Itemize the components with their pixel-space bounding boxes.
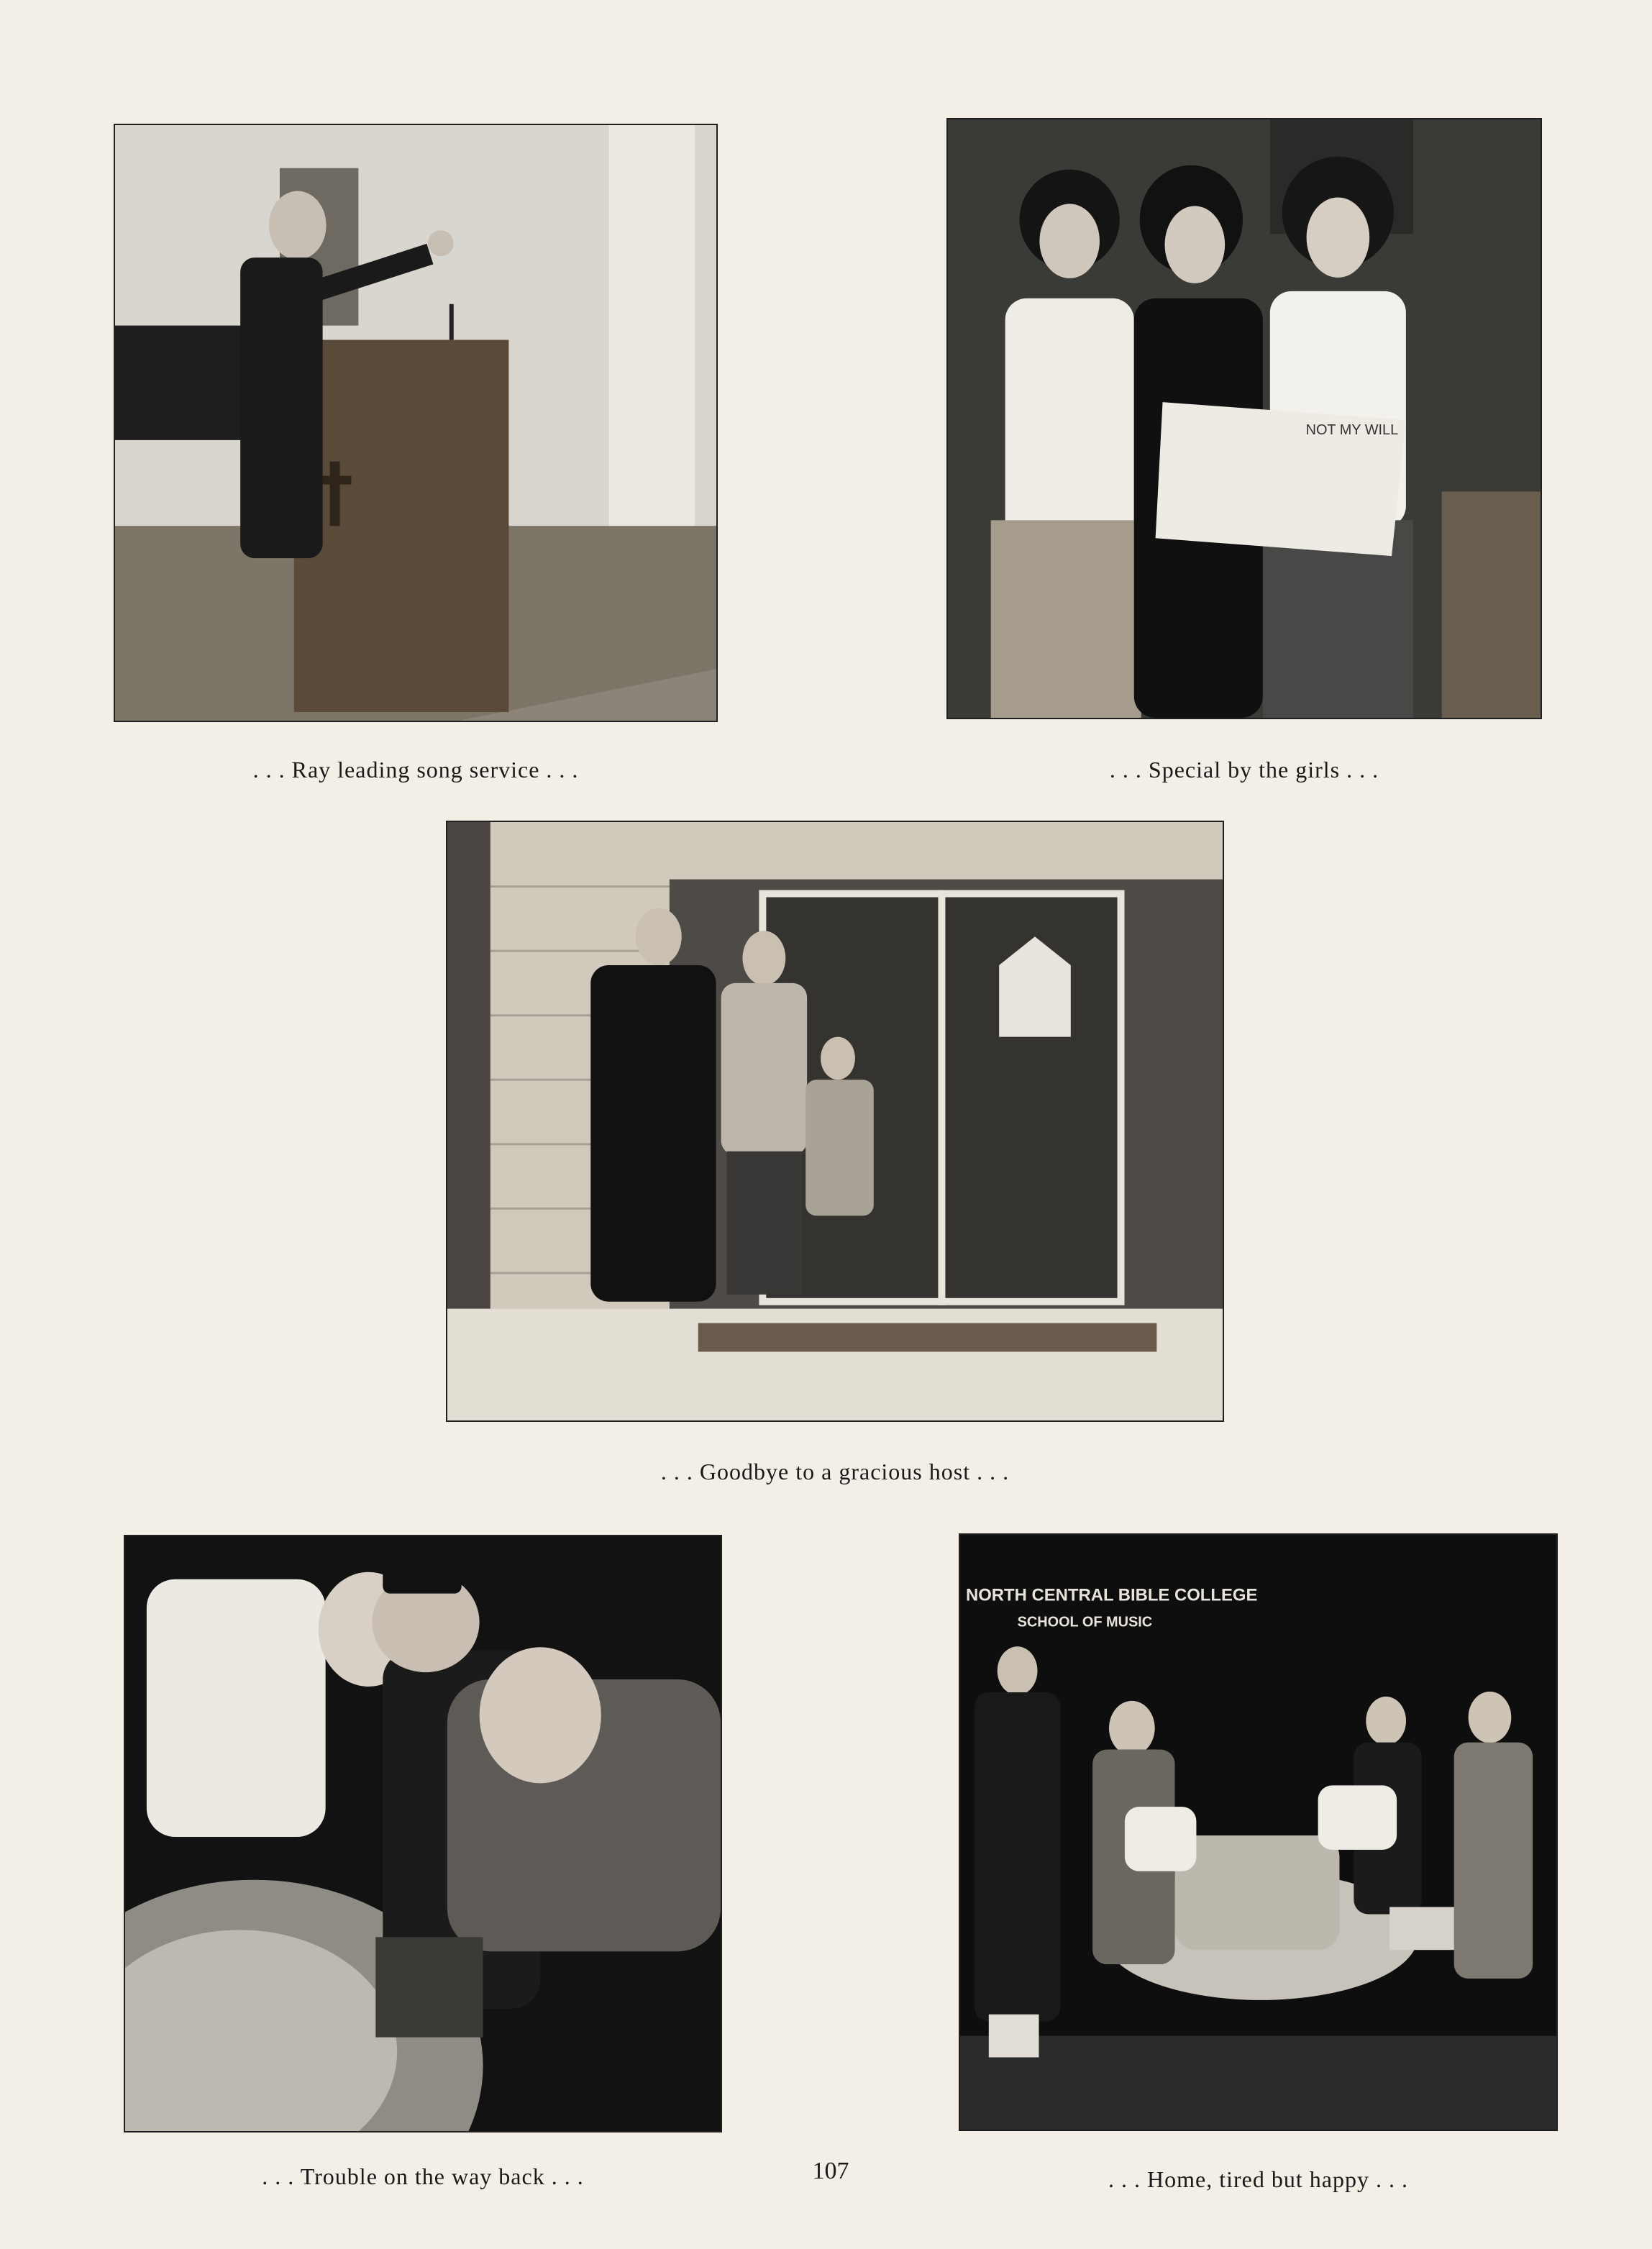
sheet-music-title: NOT MY WILL (1305, 421, 1399, 438)
car-trouble-image (125, 1536, 721, 2131)
caption-girls-trio: . . . Special by the girls . . . (1109, 757, 1379, 783)
photo-car-trouble (124, 1535, 722, 2132)
photo-girls-trio (946, 118, 1542, 719)
caption-home-arrival: . . . Home, tired but happy . . . (1108, 2166, 1408, 2192)
photo-host-family (446, 821, 1224, 1422)
caption-song-leader: . . . Ray leading song service . . . (252, 757, 579, 783)
home-arrival-image (960, 1535, 1556, 2130)
host-family-image (447, 822, 1223, 1420)
caption-host-family: . . . Goodbye to a gracious host . . . (660, 1459, 1010, 1484)
photo-song-leader (114, 124, 718, 722)
college-sign-line1: NORTH CENTRAL BIBLE COLLEGE (965, 1585, 1258, 1605)
college-sign-line2: SCHOOL OF MUSIC (1017, 1614, 1153, 1630)
page-number: 107 (812, 2158, 849, 2184)
caption-car-trouble: . . . Trouble on the way back . . . (262, 2163, 584, 2189)
song-leader-image (115, 125, 716, 721)
girls-trio-image (948, 119, 1541, 718)
photo-home-arrival (959, 1533, 1558, 2131)
